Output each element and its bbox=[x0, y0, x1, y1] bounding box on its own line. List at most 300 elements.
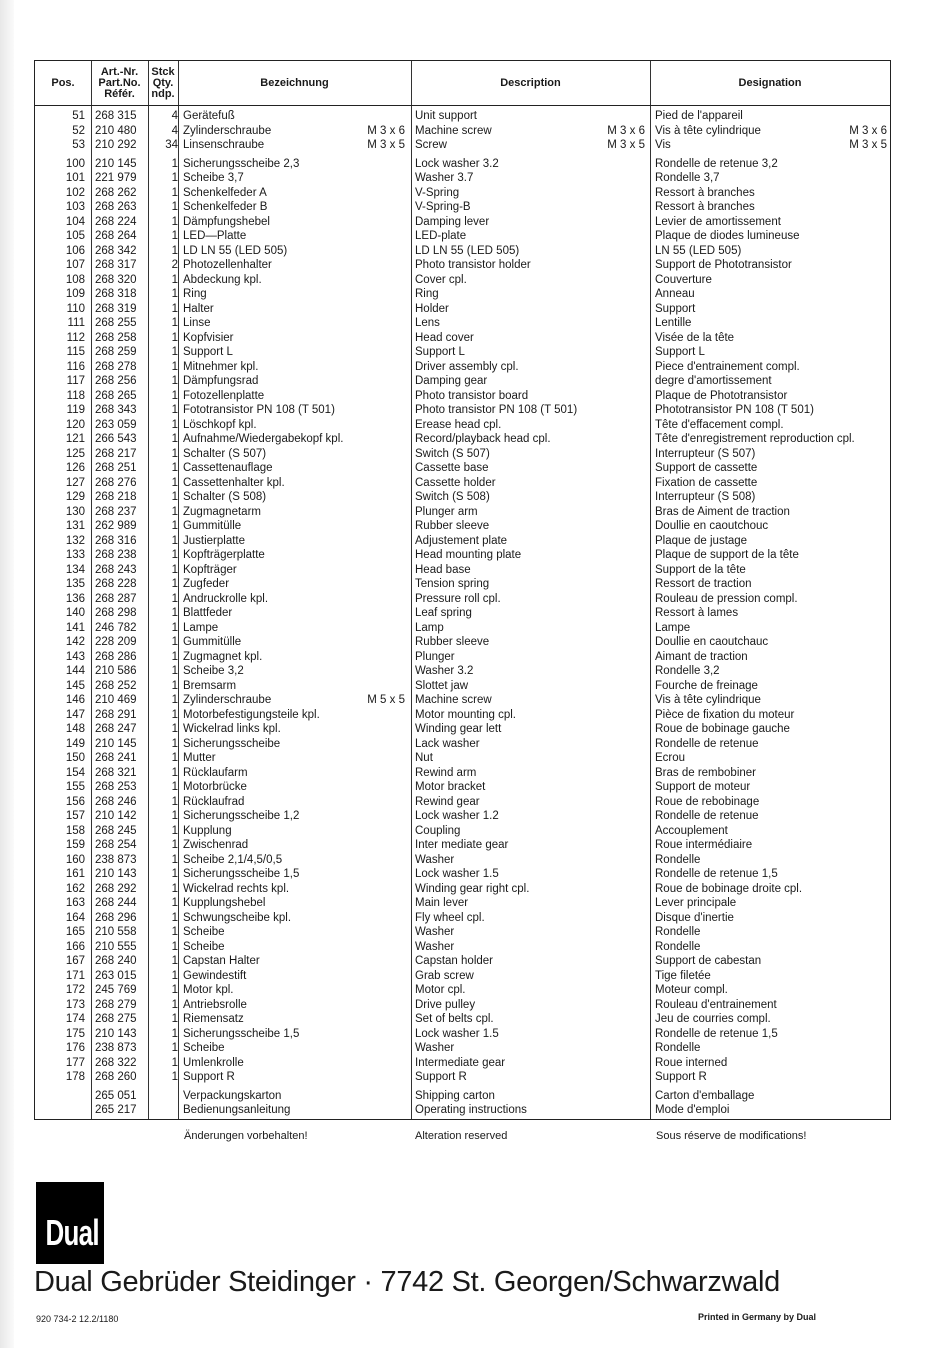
cell-bez: Dämpfungsrad bbox=[183, 375, 259, 387]
cell-pos: 177 bbox=[65, 1056, 85, 1069]
cell-qty: 1 bbox=[171, 578, 178, 590]
cell-art: 268 237 bbox=[95, 505, 137, 518]
cell-bez: Schenkelfeder B bbox=[183, 201, 268, 213]
cell-bez: Support R bbox=[183, 1071, 235, 1083]
cell-des: Switch (S 507) bbox=[415, 447, 490, 460]
table-row bbox=[35, 1103, 890, 1118]
cell-des: Machine screw bbox=[415, 694, 492, 706]
cell-bez: Motorbrücke bbox=[183, 781, 247, 793]
cell-art: 268 260 bbox=[95, 1071, 137, 1083]
cell-bez: Sicherungsscheibe 1,5 bbox=[183, 868, 300, 880]
table-row bbox=[35, 867, 890, 882]
header-qty bbox=[148, 61, 178, 105]
table-body bbox=[35, 109, 890, 1118]
cell-des: Unit support bbox=[415, 110, 478, 122]
cell-bez: Gerätefuß bbox=[183, 110, 235, 122]
cell-des: Driver assembly cpl. bbox=[415, 360, 519, 373]
cell-art: 266 543 bbox=[95, 433, 137, 445]
cell-qty: 1 bbox=[171, 984, 178, 996]
cell-des: Tension spring bbox=[415, 578, 490, 590]
cell-des: Washer 3.7 bbox=[415, 172, 474, 184]
cell-art: 268 279 bbox=[95, 998, 137, 1011]
cell-pos: 105 bbox=[65, 230, 85, 242]
cell-pos: 144 bbox=[65, 665, 85, 677]
cell-qty: 1 bbox=[171, 491, 178, 503]
table-row bbox=[35, 896, 890, 911]
cell-dgn: Rondelle de retenue 1,5 bbox=[655, 1027, 778, 1040]
cell-bez: Scheibe 3,2 bbox=[183, 665, 244, 677]
dual-logo-text: Dual bbox=[45, 1212, 99, 1253]
cell-qty: 1 bbox=[171, 331, 178, 344]
cell-dgn: Ressort de traction bbox=[655, 578, 752, 590]
cell-dgn: Piece d'entrainement compl. bbox=[655, 360, 800, 373]
cell-qty: 1 bbox=[171, 592, 178, 605]
table-row bbox=[35, 360, 890, 375]
cell-pos: 131 bbox=[65, 520, 85, 532]
cell-dgn: Support de la tête bbox=[655, 563, 746, 576]
cell-des: Winding gear right cpl. bbox=[415, 882, 530, 895]
cell-bez: Kopfträger bbox=[183, 563, 237, 576]
table-row bbox=[35, 200, 890, 215]
table-row bbox=[35, 664, 890, 679]
cell-qty: 1 bbox=[171, 882, 178, 895]
cell-des: Photo transistor PN 108 (T 501) bbox=[415, 404, 578, 416]
cell-pos: 164 bbox=[65, 911, 85, 924]
cell-des: Photo transistor holder bbox=[415, 259, 531, 271]
cell-dgn: Fourche de freinage bbox=[655, 679, 758, 692]
cell-bez: Fototransistor PN 108 (T 501) bbox=[183, 404, 335, 416]
cell-art: 263 059 bbox=[95, 418, 137, 431]
cell-qty: 1 bbox=[171, 505, 178, 518]
cell-dgn: Rondelle 3,2 bbox=[655, 665, 720, 677]
cell-dgn: Tête d'effacement compl. bbox=[655, 418, 784, 431]
cell-dgn: Aimant de traction bbox=[655, 650, 748, 663]
cell-pos: 175 bbox=[65, 1027, 85, 1040]
table-row bbox=[35, 519, 890, 534]
cell-pos: 149 bbox=[65, 737, 85, 750]
cell-des: Rewind gear bbox=[415, 795, 480, 808]
cell-dgn: Rouleau d'entrainement bbox=[655, 998, 777, 1011]
cell-art: 268 315 bbox=[95, 110, 137, 122]
cell-des: Pressure roll cpl. bbox=[415, 592, 501, 605]
table-row bbox=[35, 882, 890, 897]
cell-art: 268 319 bbox=[95, 302, 137, 315]
table-row bbox=[35, 824, 890, 839]
cell-art: 268 286 bbox=[95, 650, 137, 663]
cell-pos: 135 bbox=[65, 578, 85, 590]
cell-art: 210 145 bbox=[95, 157, 137, 170]
cell-des: Nut bbox=[415, 752, 433, 764]
cell-pos: 140 bbox=[65, 607, 85, 619]
cell-des: Cassette base bbox=[415, 462, 489, 474]
cell-art: 268 342 bbox=[95, 244, 137, 257]
cell-des: Plunger bbox=[415, 650, 455, 663]
table-row bbox=[35, 1056, 890, 1071]
cell-pos: 103 bbox=[65, 201, 85, 213]
table-row bbox=[35, 345, 890, 360]
cell-pos: 155 bbox=[65, 781, 85, 793]
cell-qty: 1 bbox=[171, 230, 178, 242]
cell-qty: 1 bbox=[171, 694, 178, 706]
cell-des: Machine screw bbox=[415, 124, 492, 137]
cell-dgn: Roue interned bbox=[655, 1056, 728, 1069]
cell-pos: 142 bbox=[65, 636, 85, 648]
table-row bbox=[35, 635, 890, 650]
cell-dgn: Roue de bobinage droite cpl. bbox=[655, 882, 803, 895]
cell-qty: 1 bbox=[171, 607, 178, 619]
cell-art: 268 238 bbox=[95, 549, 137, 561]
table-row bbox=[35, 461, 890, 476]
cell-des: Rewind arm bbox=[415, 766, 477, 779]
cell-qty: 1 bbox=[171, 766, 178, 779]
cell-bez: LED—Platte bbox=[183, 230, 247, 242]
table-row bbox=[35, 374, 890, 389]
table-row bbox=[35, 124, 890, 139]
cell-art: 268 255 bbox=[95, 317, 137, 329]
cell-art: 268 218 bbox=[95, 491, 137, 503]
cell-pos: 111 bbox=[67, 317, 85, 329]
table-row bbox=[35, 331, 890, 346]
cell-qty: 1 bbox=[171, 1056, 178, 1069]
header-qty-line: Stck bbox=[151, 65, 175, 78]
cell-dgn: Support de cassette bbox=[655, 462, 758, 474]
cell-dgn: Tête d'enregistrement reproduction cpl. bbox=[655, 433, 855, 445]
cell-des: LD LN 55 (LED 505) bbox=[415, 244, 520, 257]
table-row bbox=[35, 138, 890, 153]
cell-pos: 161 bbox=[65, 868, 85, 880]
table-row bbox=[35, 621, 890, 636]
cell-art: 268 247 bbox=[95, 723, 137, 735]
cell-art: 268 263 bbox=[95, 201, 137, 213]
cell-pos: 173 bbox=[65, 998, 85, 1011]
cell-des: Washer bbox=[415, 926, 455, 938]
cell-bez: Kupplungshebel bbox=[183, 897, 266, 909]
cell-pos: 158 bbox=[65, 824, 85, 837]
binding-edge bbox=[0, 0, 14, 1348]
cell-pos: 115 bbox=[66, 346, 85, 358]
cell-bez: Capstan Halter bbox=[183, 955, 260, 967]
cell-pos: 162 bbox=[65, 882, 85, 895]
cell-desx: M 3 x 5 bbox=[607, 139, 645, 151]
cell-dgn: Lentille bbox=[655, 317, 692, 329]
cell-bez: Halter bbox=[183, 302, 214, 315]
table-row bbox=[35, 911, 890, 926]
cell-qty: 1 bbox=[171, 288, 178, 300]
table-row bbox=[35, 925, 890, 940]
cell-des: Washer 3.2 bbox=[415, 665, 474, 677]
cell-qty: 1 bbox=[171, 621, 178, 634]
table-row bbox=[35, 693, 890, 708]
cell-dgn: Rondelle bbox=[655, 926, 701, 938]
table-row bbox=[35, 171, 890, 186]
cell-qty: 1 bbox=[171, 447, 178, 460]
cell-art: 265 051 bbox=[95, 1089, 137, 1102]
cell-bez: Sicherungsscheibe bbox=[183, 737, 281, 750]
cell-qty: 1 bbox=[171, 302, 178, 315]
cell-qty: 4 bbox=[171, 110, 178, 122]
cell-bez: Wickelrad rechts kpl. bbox=[183, 882, 290, 895]
cell-art: 268 278 bbox=[95, 360, 137, 373]
cell-art: 221 979 bbox=[95, 172, 137, 184]
cell-art: 268 251 bbox=[95, 462, 137, 474]
printed-by: Printed in Germany by Dual bbox=[698, 1312, 817, 1322]
cell-qty: 1 bbox=[171, 911, 178, 924]
cell-bez: Schalter (S 508) bbox=[183, 491, 267, 503]
table-row bbox=[35, 534, 890, 549]
cell-des: V-Spring-B bbox=[415, 201, 471, 213]
cell-bez: Zylinderschraube bbox=[183, 694, 272, 706]
cell-art: 210 292 bbox=[95, 139, 137, 151]
table-row bbox=[35, 548, 890, 563]
cell-des: Erease head cpl. bbox=[415, 418, 502, 431]
cell-bezx: M 3 x 6 bbox=[367, 124, 405, 137]
cell-pos: 127 bbox=[65, 476, 85, 489]
cell-dgn: Disque d'inertie bbox=[655, 911, 734, 924]
cell-des: Main lever bbox=[415, 897, 469, 909]
cell-pos: 112 bbox=[66, 331, 85, 344]
cell-des: Motor cpl. bbox=[415, 984, 466, 996]
cell-pos: 172 bbox=[65, 984, 85, 996]
cell-des: Head cover bbox=[415, 331, 474, 344]
cell-bez: Riemensatz bbox=[183, 1013, 244, 1025]
cell-dgn: Rondelle de retenue bbox=[655, 810, 759, 822]
cell-dgn: Interrupteur (S 507) bbox=[655, 447, 756, 460]
cell-art: 210 143 bbox=[95, 868, 137, 880]
header-art-line: Part.No. bbox=[98, 76, 141, 89]
cell-pos: 163 bbox=[65, 897, 85, 909]
cell-art: 268 316 bbox=[95, 534, 137, 547]
cell-art: 268 256 bbox=[95, 375, 137, 387]
table-row bbox=[35, 751, 890, 766]
cell-des: Operating instructions bbox=[415, 1104, 527, 1116]
cell-bez: Blattfeder bbox=[183, 607, 233, 619]
cell-pos: 104 bbox=[65, 215, 85, 228]
cell-pos: 157 bbox=[65, 810, 85, 822]
cell-des: LED-plate bbox=[415, 230, 467, 242]
cell-dgn: Pied de l'appareil bbox=[655, 110, 743, 122]
cell-bez: Scheibe 2,1/4,5/0,5 bbox=[183, 853, 283, 866]
table-row bbox=[35, 1089, 890, 1104]
cell-qty: 1 bbox=[171, 317, 178, 329]
cell-bez: Schalter (S 507) bbox=[183, 447, 267, 460]
cell-qty: 1 bbox=[171, 723, 178, 735]
table-row bbox=[35, 563, 890, 578]
cell-bez: Bedienungsanleitung bbox=[183, 1104, 291, 1116]
cell-art: 268 243 bbox=[95, 563, 137, 576]
cell-des: Inter mediate gear bbox=[415, 839, 509, 851]
cell-des: Shipping carton bbox=[415, 1089, 495, 1102]
cell-dgn: Pièce de fixation du moteur bbox=[655, 708, 795, 721]
cell-pos: 143 bbox=[65, 650, 85, 663]
cell-dgn: Bras de rembobiner bbox=[655, 766, 756, 779]
cell-bez: Cassettenhalter kpl. bbox=[183, 476, 285, 489]
cell-pos: 147 bbox=[65, 708, 85, 721]
parts-table bbox=[34, 60, 891, 1120]
cell-art: 268 291 bbox=[95, 708, 137, 721]
cell-art: 268 224 bbox=[95, 215, 137, 228]
cell-qty: 1 bbox=[171, 549, 178, 561]
cell-pos: 110 bbox=[66, 302, 85, 315]
cell-art: 268 240 bbox=[95, 955, 137, 967]
cell-qty: 1 bbox=[171, 1013, 178, 1025]
cell-art: 268 317 bbox=[95, 259, 137, 271]
cell-dgn: Ressort à lames bbox=[655, 607, 739, 619]
cell-art: 210 558 bbox=[95, 926, 137, 938]
cell-pos: 165 bbox=[65, 926, 85, 938]
cell-des: Washer bbox=[415, 1042, 455, 1054]
table-row bbox=[35, 766, 890, 781]
cell-pos: 118 bbox=[66, 389, 85, 402]
cell-dgn: Mode d'emploi bbox=[655, 1104, 730, 1116]
cell-dgn: Bras de Aiment de traction bbox=[655, 505, 790, 518]
cell-bez: LD LN 55 (LED 505) bbox=[183, 244, 288, 257]
cell-dgn: Support de moteur bbox=[655, 781, 751, 793]
table-row bbox=[35, 940, 890, 955]
cell-art: 228 209 bbox=[95, 636, 137, 648]
table-row bbox=[35, 722, 890, 737]
cell-qty: 1 bbox=[171, 781, 178, 793]
cell-dgn: Carton d'emballage bbox=[655, 1089, 755, 1102]
cell-des: Lamp bbox=[415, 621, 444, 634]
cell-pos: 171 bbox=[65, 969, 85, 982]
cell-des: Fly wheel cpl. bbox=[415, 911, 485, 924]
cell-qty: 1 bbox=[171, 998, 178, 1011]
table-row bbox=[35, 1012, 890, 1027]
cell-pos: 102 bbox=[65, 186, 85, 199]
cell-pos: 154 bbox=[65, 766, 85, 779]
cell-qty: 1 bbox=[171, 404, 178, 416]
cell-qty: 1 bbox=[171, 418, 178, 431]
cell-bez: Aufnahme/Wiedergabekopf kpl. bbox=[183, 433, 344, 445]
cell-dgn: Levier de amortissement bbox=[655, 215, 781, 228]
cell-pos: 100 bbox=[65, 157, 85, 170]
cell-art: 268 259 bbox=[95, 346, 137, 358]
cell-art: 268 320 bbox=[95, 273, 137, 286]
cell-bez: Gewindestift bbox=[183, 969, 247, 982]
cell-pos: 130 bbox=[65, 505, 85, 518]
table-row bbox=[35, 983, 890, 998]
cell-des: Cassette holder bbox=[415, 476, 496, 489]
cell-bez: Gummitülle bbox=[183, 636, 242, 648]
cell-art: 210 586 bbox=[95, 665, 137, 677]
table-row bbox=[35, 795, 890, 810]
cell-qty: 1 bbox=[171, 215, 178, 228]
header-pos-label: Pos. bbox=[51, 76, 75, 89]
cell-qty: 1 bbox=[171, 157, 178, 170]
table-row bbox=[35, 258, 890, 273]
cell-des: Record/playback head cpl. bbox=[415, 433, 551, 445]
cell-des: Cover cpl. bbox=[415, 273, 467, 286]
cell-des: Rubber sleeve bbox=[415, 636, 490, 648]
cell-bez: Fotozellenplatte bbox=[183, 389, 265, 402]
cell-pos: 134 bbox=[65, 563, 85, 576]
cell-bez: Cassettenauflage bbox=[183, 462, 273, 474]
cell-qty: 1 bbox=[171, 534, 178, 547]
cell-bez: Kupplung bbox=[183, 824, 232, 837]
cell-des: Slottet jaw bbox=[415, 679, 469, 692]
cell-art: 268 262 bbox=[95, 186, 137, 199]
cell-bez: Antriebsrolle bbox=[183, 998, 247, 1011]
cell-bez: Linsenschraube bbox=[183, 139, 265, 151]
cell-qty: 1 bbox=[171, 201, 178, 213]
table-row bbox=[35, 229, 890, 244]
note-german: Änderungen vorbehalten! bbox=[184, 1130, 308, 1142]
cell-bez: Motorbefestigungsteile kpl. bbox=[183, 708, 320, 721]
table-row bbox=[35, 606, 890, 621]
note-english: Alteration reserved bbox=[415, 1130, 508, 1142]
cell-qty: 1 bbox=[171, 737, 178, 750]
table-row bbox=[35, 679, 890, 694]
cell-qty: 1 bbox=[171, 810, 178, 822]
cell-qty: 1 bbox=[171, 853, 178, 866]
cell-art: 268 275 bbox=[95, 1013, 137, 1025]
cell-dgn: Doullie en caoutchauc bbox=[655, 636, 769, 648]
header-description-label: Description bbox=[500, 76, 561, 89]
cell-qty: 1 bbox=[171, 1071, 178, 1083]
cell-art: 245 769 bbox=[95, 984, 137, 996]
cell-bez: Verpackungskarton bbox=[183, 1089, 282, 1102]
cell-dgn: Support bbox=[655, 302, 696, 315]
cell-art: 268 265 bbox=[95, 389, 137, 402]
cell-bez: Dämpfungshebel bbox=[183, 215, 270, 228]
header-description bbox=[411, 61, 650, 105]
cell-qty: 1 bbox=[171, 897, 178, 909]
cell-qty: 1 bbox=[171, 708, 178, 721]
table-row bbox=[35, 969, 890, 984]
cell-pos: 136 bbox=[65, 592, 85, 605]
cell-qty: 1 bbox=[171, 186, 178, 199]
table-row bbox=[35, 853, 890, 868]
cell-pos: 133 bbox=[65, 549, 85, 561]
cell-art: 268 252 bbox=[95, 679, 137, 692]
cell-pos: 53 bbox=[72, 139, 85, 151]
cell-bez: Schwungscheibe kpl. bbox=[183, 911, 292, 924]
cell-qty: 1 bbox=[171, 969, 178, 982]
cell-bez: Schenkelfeder A bbox=[183, 186, 267, 199]
cell-dgn: Anneau bbox=[655, 288, 695, 300]
cell-pos: 129 bbox=[65, 491, 85, 503]
table-row bbox=[35, 809, 890, 824]
cell-des: Lock washer 1.2 bbox=[415, 810, 499, 822]
cell-des: Lack washer bbox=[415, 737, 480, 750]
cell-art: 268 296 bbox=[95, 911, 137, 924]
cell-qty: 1 bbox=[171, 172, 178, 184]
cell-bez: Sicherungsscheibe 1,2 bbox=[183, 810, 300, 822]
cell-art: 265 217 bbox=[95, 1104, 137, 1116]
cell-pos: 132 bbox=[65, 534, 85, 547]
cell-des: V-Spring bbox=[415, 186, 460, 199]
header-art bbox=[91, 61, 148, 105]
cell-dgn: Ecrou bbox=[655, 752, 686, 764]
cell-qty: 1 bbox=[171, 824, 178, 837]
cell-pos: 176 bbox=[65, 1042, 85, 1054]
cell-bez: Lampe bbox=[183, 621, 219, 634]
header-designation bbox=[650, 61, 890, 105]
document-number: 920 734-2 12.2/1180 bbox=[36, 1314, 119, 1324]
cell-bez: Rücklaufarm bbox=[183, 766, 248, 779]
cell-art: 268 318 bbox=[95, 288, 137, 300]
cell-art: 268 321 bbox=[95, 766, 137, 779]
table-row bbox=[35, 954, 890, 969]
cell-qty: 1 bbox=[171, 868, 178, 880]
cell-dgn: Support R bbox=[655, 1071, 707, 1083]
cell-des: Grab screw bbox=[415, 969, 474, 982]
cell-desx: M 3 x 6 bbox=[607, 124, 645, 137]
cell-art: 262 989 bbox=[95, 520, 137, 532]
table-row bbox=[35, 737, 890, 752]
table-row bbox=[35, 1070, 890, 1085]
table-row bbox=[35, 490, 890, 505]
